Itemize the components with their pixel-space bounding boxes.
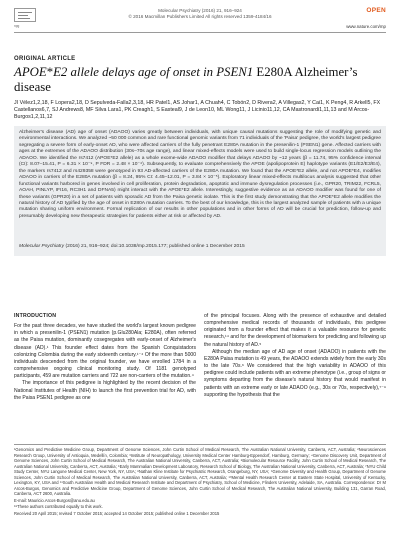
title-gene-apoe: APOE [14, 65, 47, 79]
body-column-left [14, 313, 196, 402]
publication-history: Received 20 April 2015; revised 7 October 2015; accepted 14 October 2015; published online 1 December 2015 [14, 510, 220, 516]
body-paragraph: The importance of this pedigree is highlighted by the recent decision of the National Institutes of Health (NIH) to launch the first prevention trial for AD, with the Paisa PSEN1 pedigree as one [14, 380, 196, 401]
citation-details: (2016) 21, 916–924; doi:10.1038/mp.2015.177; published online 1 December 2015 [64, 244, 245, 249]
journal-url-link[interactable]: www.nature.com/mp [346, 24, 386, 29]
citation-journal: Molecular Psychiatry [19, 244, 65, 249]
author-list: JI Vélez1,2,18, F Lopera2,18, D Sepulveda-Falla2,3,18, HR Patel1, AS Johar1, A Chuah4, C Tobón2, D Rivera2, A Villegas2, Y Cai1, K Peng4, R Arkell5, FX Castellanos6,7, SJ Andrews8, MF Silva Lara1, PK Creagh1, S Easteal9, J de Leon10, ML Wong11, J Licinio11,12, CA Mastronardi1,11,13 and M Arcos-Burgos1,2,11,12 [14, 100, 381, 121]
footnotes [14, 447, 386, 517]
article-title [14, 65, 386, 94]
journal-copyright-line: © 2016 Macmillan Publishers Limited All rights reserved 1359-4184/16 [128, 13, 272, 19]
footnote-divider [14, 444, 386, 445]
affiliations-text: ¹Genomics and Predictive Medicine Group, Department of Genome Sciences, John Curtin School of Medical Research, The Australian National University, Canberra, ACT, Australia; ²Neurosciences Research Group, University of Antioquia, Medellín, Colombia; ³Institute of Neuropathology, University Medical Center Hamburg-Eppendorf, Hamburg, Germany; ⁴Genome Discovery Unit, Department of Genome Sciences, John Curtin School of Medical Research, The Australian National University, Canberra, ACT, Australia; ⁵Biomolecular Resource Facility, John Curtin School of Medical Research, The Australian National University, Canberra, ACT, Australia; ⁶Early Mammalian Development Laboratory, Research School of Biology, The Australian National University, Canberra, ACT, Australia; ⁷NYU Child Study Center, NYU Langone Medical Center, New York, NY, USA; ⁸Nathan Kline Institute for Psychiatric Research, Orangeburg, NY, USA; ⁹Genome Diversity and Health Group, Department of Genome Sciences, John Curtin School of Medical Research, The Australian National University, Canberra, ACT, Australia; ¹⁰Mental Health Research Center at Eastern State Hospital, University of Kentucky, Lexington, KY, USA and ¹¹South Australian Health and Medical Research Institute and Department of Psychiatry, School of Medicine, Flinders University, Adelaide, SA, Australia. Correspondence: Dr M Arcos-Burgos, Genomics and Predictive Medicine Group, Department of Genome Sciences, John Curtin School of Medical Research, The Australian National University, Building 131, Garran Road, Canberra, ACT 2600, Australia. [14, 447, 386, 496]
abstract-text: Alzheimer's disease (AD) age of onset (ADAOO) varies greatly between individuals, with unique causal mutations suggesting the role of modifying genetic and environmental interactions. We analyzed ~50 000 common and rare functional genomic variants from 71 individuals of the 'Paisa' pedigree, the world's largest pedigree segregating a severe form of early-onset AD, who were affected carriers of the fully penetrant E280A mutation in the presenilin-1 (PSEN1) gene. Affected carriers with ages at the extremes of the ADAOO distribution (30s–70s age range), and linear mixed-effects models were used to build single-locus regression models outlining the ADAOO. We identified the rs7412 (APOE*E2 allele) as a whole exome-wide ADAOO modifier that delays ADAOO by ~12 years (β = 11.74, 95% confidence interval (CI): 8.07–15.41, P = 6.31 × 10⁻⁹, P FDR = 2.48 × 10⁻⁴). Subsequently, to evaluate comprehensively the APOE (apolipoprotein E) haplotype variants (E1/E2/E3/E4), the markers rs7412 and rs429358 were genotyped in 93 AD-affected carriers of the E280A mutation. We found that the APOE*E2 allele, and not APOE*E4, modifies ADAOO in carriers of the E280A mutation (β = 8.24, 95% CI: 4.45–12.01, P = 3.84 × 10⁻⁵). Exploratory linear mixed-effects multilocus analysis suggested that other functional variants harbored in genes involved in cell proliferation, protein degradation, apoptotic and immune dysregulation processes (i.e., GPR20, TRIM22, FCRL5, AOAH, PINLYP, IFI16, RC3H1 and DFNA5) might interact with the APOE*E2 allele. Interestingly, suggestive evidence as an ADAOO modifier was found for one of these variants (GPR20) in a set of patients with sporadic AD from the Paisa genetic isolate. This is the first study demonstrating that the APOE*E2 allele modifies the natural history of AD typified by the age of onset in E280A mutation carriers. To the best of our knowledge, this is the largest analyzed sample of patients with a unique mutation sharing uniform environment. Formal replication of our results in other populations and in other forms of AD will be crucial for prediction, follow-up and presumably developing new therapeutic strategies for patients either at risk or affected by AD. [19, 130, 381, 219]
section-heading-introduction: INTRODUCTION [14, 313, 57, 319]
title-text-middle: E2 allele delays age of onset in [53, 65, 217, 79]
body-paragraph: For the past three decades, we have studied the world's largest known pedigree in which a presenilin-1 (PSEN1) mutation (p.Glu280Ala; E280A), often referred as the Paisa mutation, dominantly cosegregates with early-onset of Alzheimer's disease (AD).¹ This founder effect dates from the Spanish Conquistadors colonizing Colombia during the early sixteenth century.¹⁻⁴ Of the more than 5000 individuals descended from the original founder, we have enrolled 1784 in a comprehensive ongoing clinical monitoring study. Of 1181 genotyped participants, 459 are mutation carriers and 722 are non-carriers of the mutation.⁴ [14, 323, 196, 380]
equal-contribution-note: ¹⁸These authors contributed equally to this work. [14, 504, 103, 509]
journal-header [0, 8, 400, 19]
body-paragraph: of the principal focuses. Along with the presence of exhaustive and detailed comprehensive medical records of thousands of individuals, this pedigree originated from a founder effect that makes it a valuable resource for genetic research,¹⁴ and for the development of biomarkers for predicting and following up the natural history of AD.⁵ [204, 313, 386, 348]
article-type-label: ORIGINAL ARTICLE [14, 56, 76, 62]
header-divider [14, 32, 386, 33]
title-asterisk: * [46, 65, 54, 79]
article-citation [19, 244, 381, 249]
open-access-badge: OPEN [366, 7, 386, 14]
logo-text: npg [14, 24, 20, 28]
abstract-box [14, 126, 386, 256]
title-text-end: E280A Alzheimer’s disease [14, 65, 358, 94]
title-gene-psen1: PSEN1 [216, 65, 254, 79]
body-paragraph: Although the median age of AD age of onset (ADAOO) in patients with the E280A Paisa mutation is 49 years, the ADAOO extends widely from the early 30s to the late 70s.⁶ We considered that the high variability in ADAOO of this pedigree could include patients with an extreme phenotype (i.e., group of signs or symptoms departing from the disease's natural history that would manifest in patients with an extreme early or late ADAOO (e.g., 30s or 70s, respectively),⁷⁻⁹ supporting the hypothesis that the [204, 348, 386, 398]
journal-citation-line: Molecular Psychiatry (2016) 21, 916–924 [158, 8, 242, 13]
correspondence-email[interactable]: E-mail: Mauricio.Arcos-Burgos@anu.edu.au [14, 497, 95, 503]
body-column-right [204, 313, 386, 399]
